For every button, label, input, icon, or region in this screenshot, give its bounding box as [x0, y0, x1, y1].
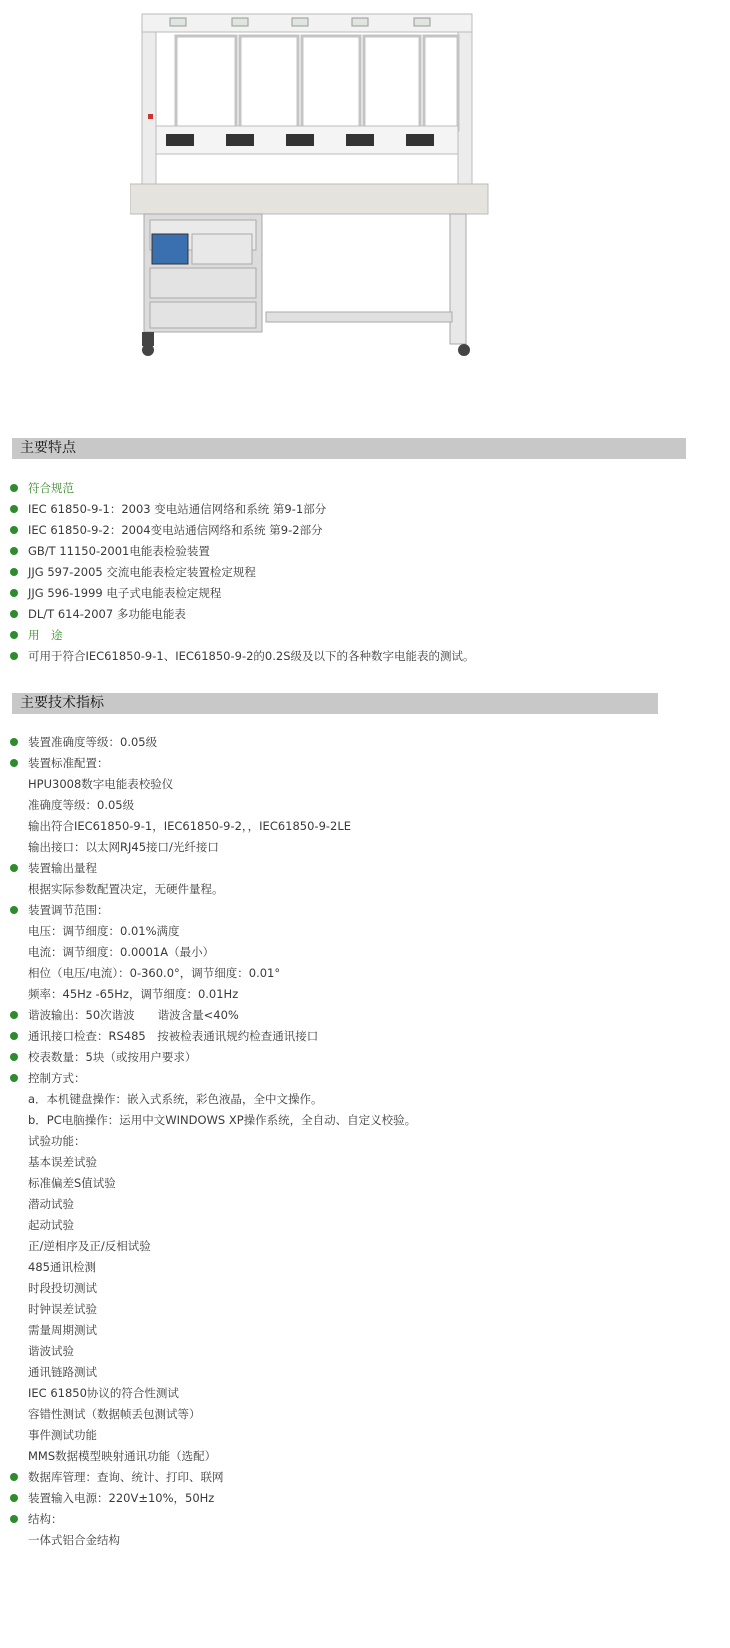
bullet-icon	[10, 1515, 18, 1523]
list-item: a．本机键盘操作：嵌入式系统，彩色液晶，全中文操作。	[28, 1092, 323, 1106]
list-item: 基本误差试验	[28, 1155, 97, 1169]
list-item: 时段投切测试	[28, 1281, 97, 1295]
list-item: 装置输入电源：220V±10%，50Hz	[28, 1491, 215, 1505]
list-item: 容错性测试（数据帧丢包测试等）	[28, 1407, 201, 1421]
list-item: 通讯接口检查：RS485 按被检表通讯规约检查通讯接口	[28, 1029, 319, 1043]
list-item: 起动试验	[28, 1218, 74, 1232]
list-item: 电流：调节细度：0.0001A（最小）	[28, 945, 215, 959]
list-item: b．PC电脑操作：运用中文WINDOWS XP操作系统，全自动、自定义校验。	[28, 1113, 417, 1127]
list-item: IEC 61850-9-2：2004变电站通信网络和系统 第9-2部分	[28, 523, 323, 537]
list-item: 谐波输出：50次谐波 谐波含量<40%	[28, 1008, 239, 1022]
list-item: 一体式铝合金结构	[28, 1533, 120, 1547]
list-item: 电压：调节细度：0.01%满度	[28, 924, 180, 938]
list-item: DL/T 614-2007 多功能电能表	[28, 607, 186, 621]
list-item: JJG 597-2005 交流电能表检定装置检定规程	[28, 565, 256, 579]
list-item: 相位（电压/电流）：0-360.0°，调节细度：0.01°	[28, 966, 281, 980]
list-item: 时钟误差试验	[28, 1302, 97, 1316]
bullet-icon	[10, 1032, 18, 1040]
list-item: 通讯链路测试	[28, 1365, 97, 1379]
list-item: 需量周期测试	[28, 1323, 97, 1337]
list-item: 标准偏差S值试验	[28, 1176, 116, 1190]
list-item: 校表数量：5块（或按用户要求）	[28, 1050, 197, 1064]
list-item: 装置输出量程	[28, 861, 97, 875]
section-header-features: 主要特点	[12, 438, 686, 459]
list-item: 数据库管理：查询、统计、打印、联网	[28, 1470, 224, 1484]
list-item: 输出接口：以太网RJ45接口/光纤接口	[28, 840, 219, 854]
list-item: 输出符合IEC61850-9-1，IEC61850-9-2，，IEC61850-9-2LE	[28, 819, 352, 833]
list-item: 结构：	[28, 1512, 63, 1526]
bullet-icon	[10, 631, 18, 639]
bullet-icon	[10, 505, 18, 513]
list-item: HPU3008数字电能表校验仪	[28, 777, 174, 791]
list-item: 事件测试功能	[28, 1428, 97, 1442]
list-item: 符合规范	[28, 481, 74, 495]
list-item: 准确度等级：0.05级	[28, 798, 135, 812]
bullet-icon	[10, 1011, 18, 1019]
bullet-icon	[10, 1074, 18, 1082]
section-header-specs: 主要技术指标	[12, 693, 658, 714]
list-item: MMS数据模型映射通讯功能（选配）	[28, 1449, 217, 1463]
list-item: IEC 61850协议的符合性测试	[28, 1386, 179, 1400]
bullet-icon	[10, 1494, 18, 1502]
list-item: 485通讯检测	[28, 1260, 96, 1274]
list-item: 根据实际参数配置决定，无硬件量程。	[28, 882, 224, 896]
list-item: 试验功能：	[28, 1134, 86, 1148]
list-item: 装置准确度等级：0.05级	[28, 735, 158, 749]
bullet-icon	[10, 547, 18, 555]
bullet-icon	[10, 526, 18, 534]
list-item: 装置调节范围：	[28, 903, 109, 917]
bullet-icon	[10, 1053, 18, 1061]
list-item: 谐波试验	[28, 1344, 74, 1358]
list-item: 正/逆相序及正/反相试验	[28, 1239, 151, 1253]
product-image	[130, 6, 510, 376]
list-item: IEC 61850-9-1：2003 变电站通信网络和系统 第9-1部分	[28, 502, 327, 516]
list-item: JJG 596-1999 电子式电能表检定规程	[28, 586, 222, 600]
bullet-icon	[10, 568, 18, 576]
bullet-icon	[10, 864, 18, 872]
bullet-icon	[10, 652, 18, 660]
bullet-icon	[10, 484, 18, 492]
list-item: 用 途	[28, 628, 63, 642]
list-item: 潜动试验	[28, 1197, 74, 1211]
bullet-icon	[10, 589, 18, 597]
bullet-icon	[10, 759, 18, 767]
list-item: 可用于符合IEC61850-9-1、IEC61850-9-2的0.2S级及以下的各种数字电能表的测试。	[28, 649, 475, 663]
bullet-icon	[10, 738, 18, 746]
list-item: 频率：45Hz -65Hz，调节细度：0.01Hz	[28, 987, 239, 1001]
list-item: 控制方式：	[28, 1071, 86, 1085]
list-item: GB/T 11150-2001电能表检验装置	[28, 544, 210, 558]
bullet-icon	[10, 610, 18, 618]
bullet-icon	[10, 906, 18, 914]
list-item: 装置标准配置：	[28, 756, 109, 770]
bullet-icon	[10, 1473, 18, 1481]
